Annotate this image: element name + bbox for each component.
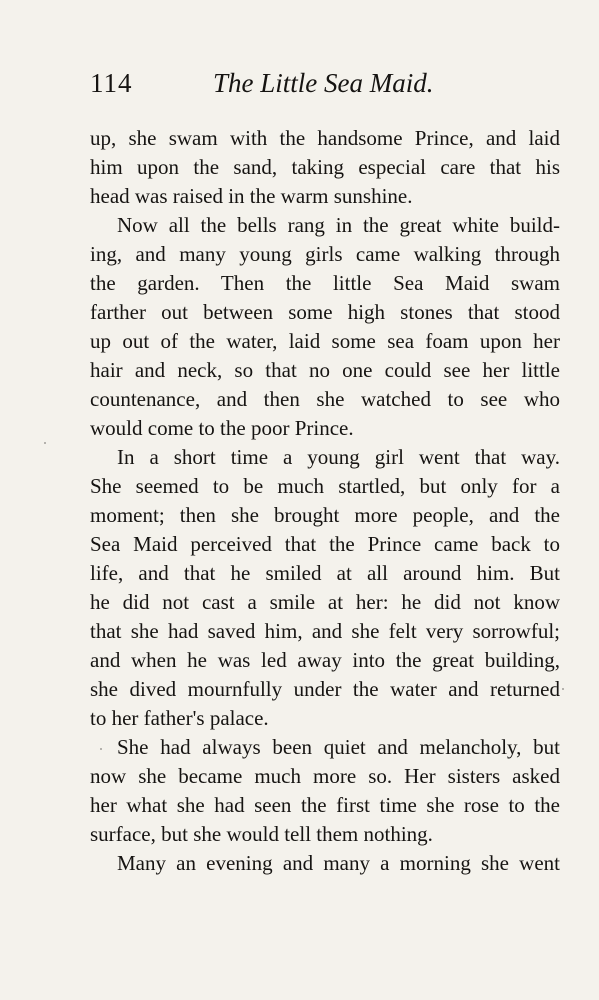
text-line: head was raised in the warm sunshine.: [90, 184, 413, 208]
text-line: life, and that he smiled at all around him. But: [90, 561, 560, 585]
text-line: to her father's palace.: [90, 706, 269, 730]
text-line: she dived mournfully under the water and returned: [90, 677, 560, 701]
text-line: Sea Maid perceived that the Prince came back to: [90, 532, 560, 556]
page-header: [90, 68, 560, 108]
text-line: up out of the water, laid some sea foam upon her: [90, 329, 560, 353]
text-line: She had always been quiet and melancholy, but: [117, 735, 560, 759]
text-line: moment; then she brought more people, and the: [90, 503, 560, 527]
text-line: her what she had seen the first time she rose to the: [90, 793, 560, 817]
text-line: countenance, and then she watched to see who: [90, 387, 560, 411]
paper-speck: [44, 442, 46, 444]
text-line: Now all the bells rang in the great white build-: [117, 213, 560, 237]
text-line: would come to the poor Prince.: [90, 416, 354, 440]
text-line: the garden. Then the little Sea Maid swam: [90, 271, 560, 295]
text-line: surface, but she would tell them nothing.: [90, 822, 433, 846]
text-line: ing, and many young girls came walking through: [90, 242, 560, 266]
running-title: The Little Sea Maid.: [213, 68, 434, 98]
text-line: In a short time a young girl went that way.: [117, 445, 560, 469]
text-line: now she became much more so. Her sisters asked: [90, 764, 560, 788]
body-text: [90, 124, 560, 878]
text-line: and when he was led away into the great building,: [90, 648, 560, 672]
text-line: Many an evening and many a morning she went: [117, 851, 560, 875]
text-line: he did not cast a smile at her: he did not know: [90, 590, 560, 614]
page-number: 114: [90, 68, 133, 98]
text-line: up, she swam with the handsome Prince, and laid: [90, 126, 560, 150]
text-line: him upon the sand, taking especial care that his: [90, 155, 560, 179]
paper-speck: [100, 748, 102, 750]
text-line: farther out between some high stones that stood: [90, 300, 560, 324]
text-line: hair and neck, so that no one could see her little: [90, 358, 560, 382]
text-line: She seemed to be much startled, but only for a: [90, 474, 560, 498]
text-line: that she had saved him, and she felt very sorrowful;: [90, 619, 560, 643]
paper-speck: [562, 688, 564, 690]
